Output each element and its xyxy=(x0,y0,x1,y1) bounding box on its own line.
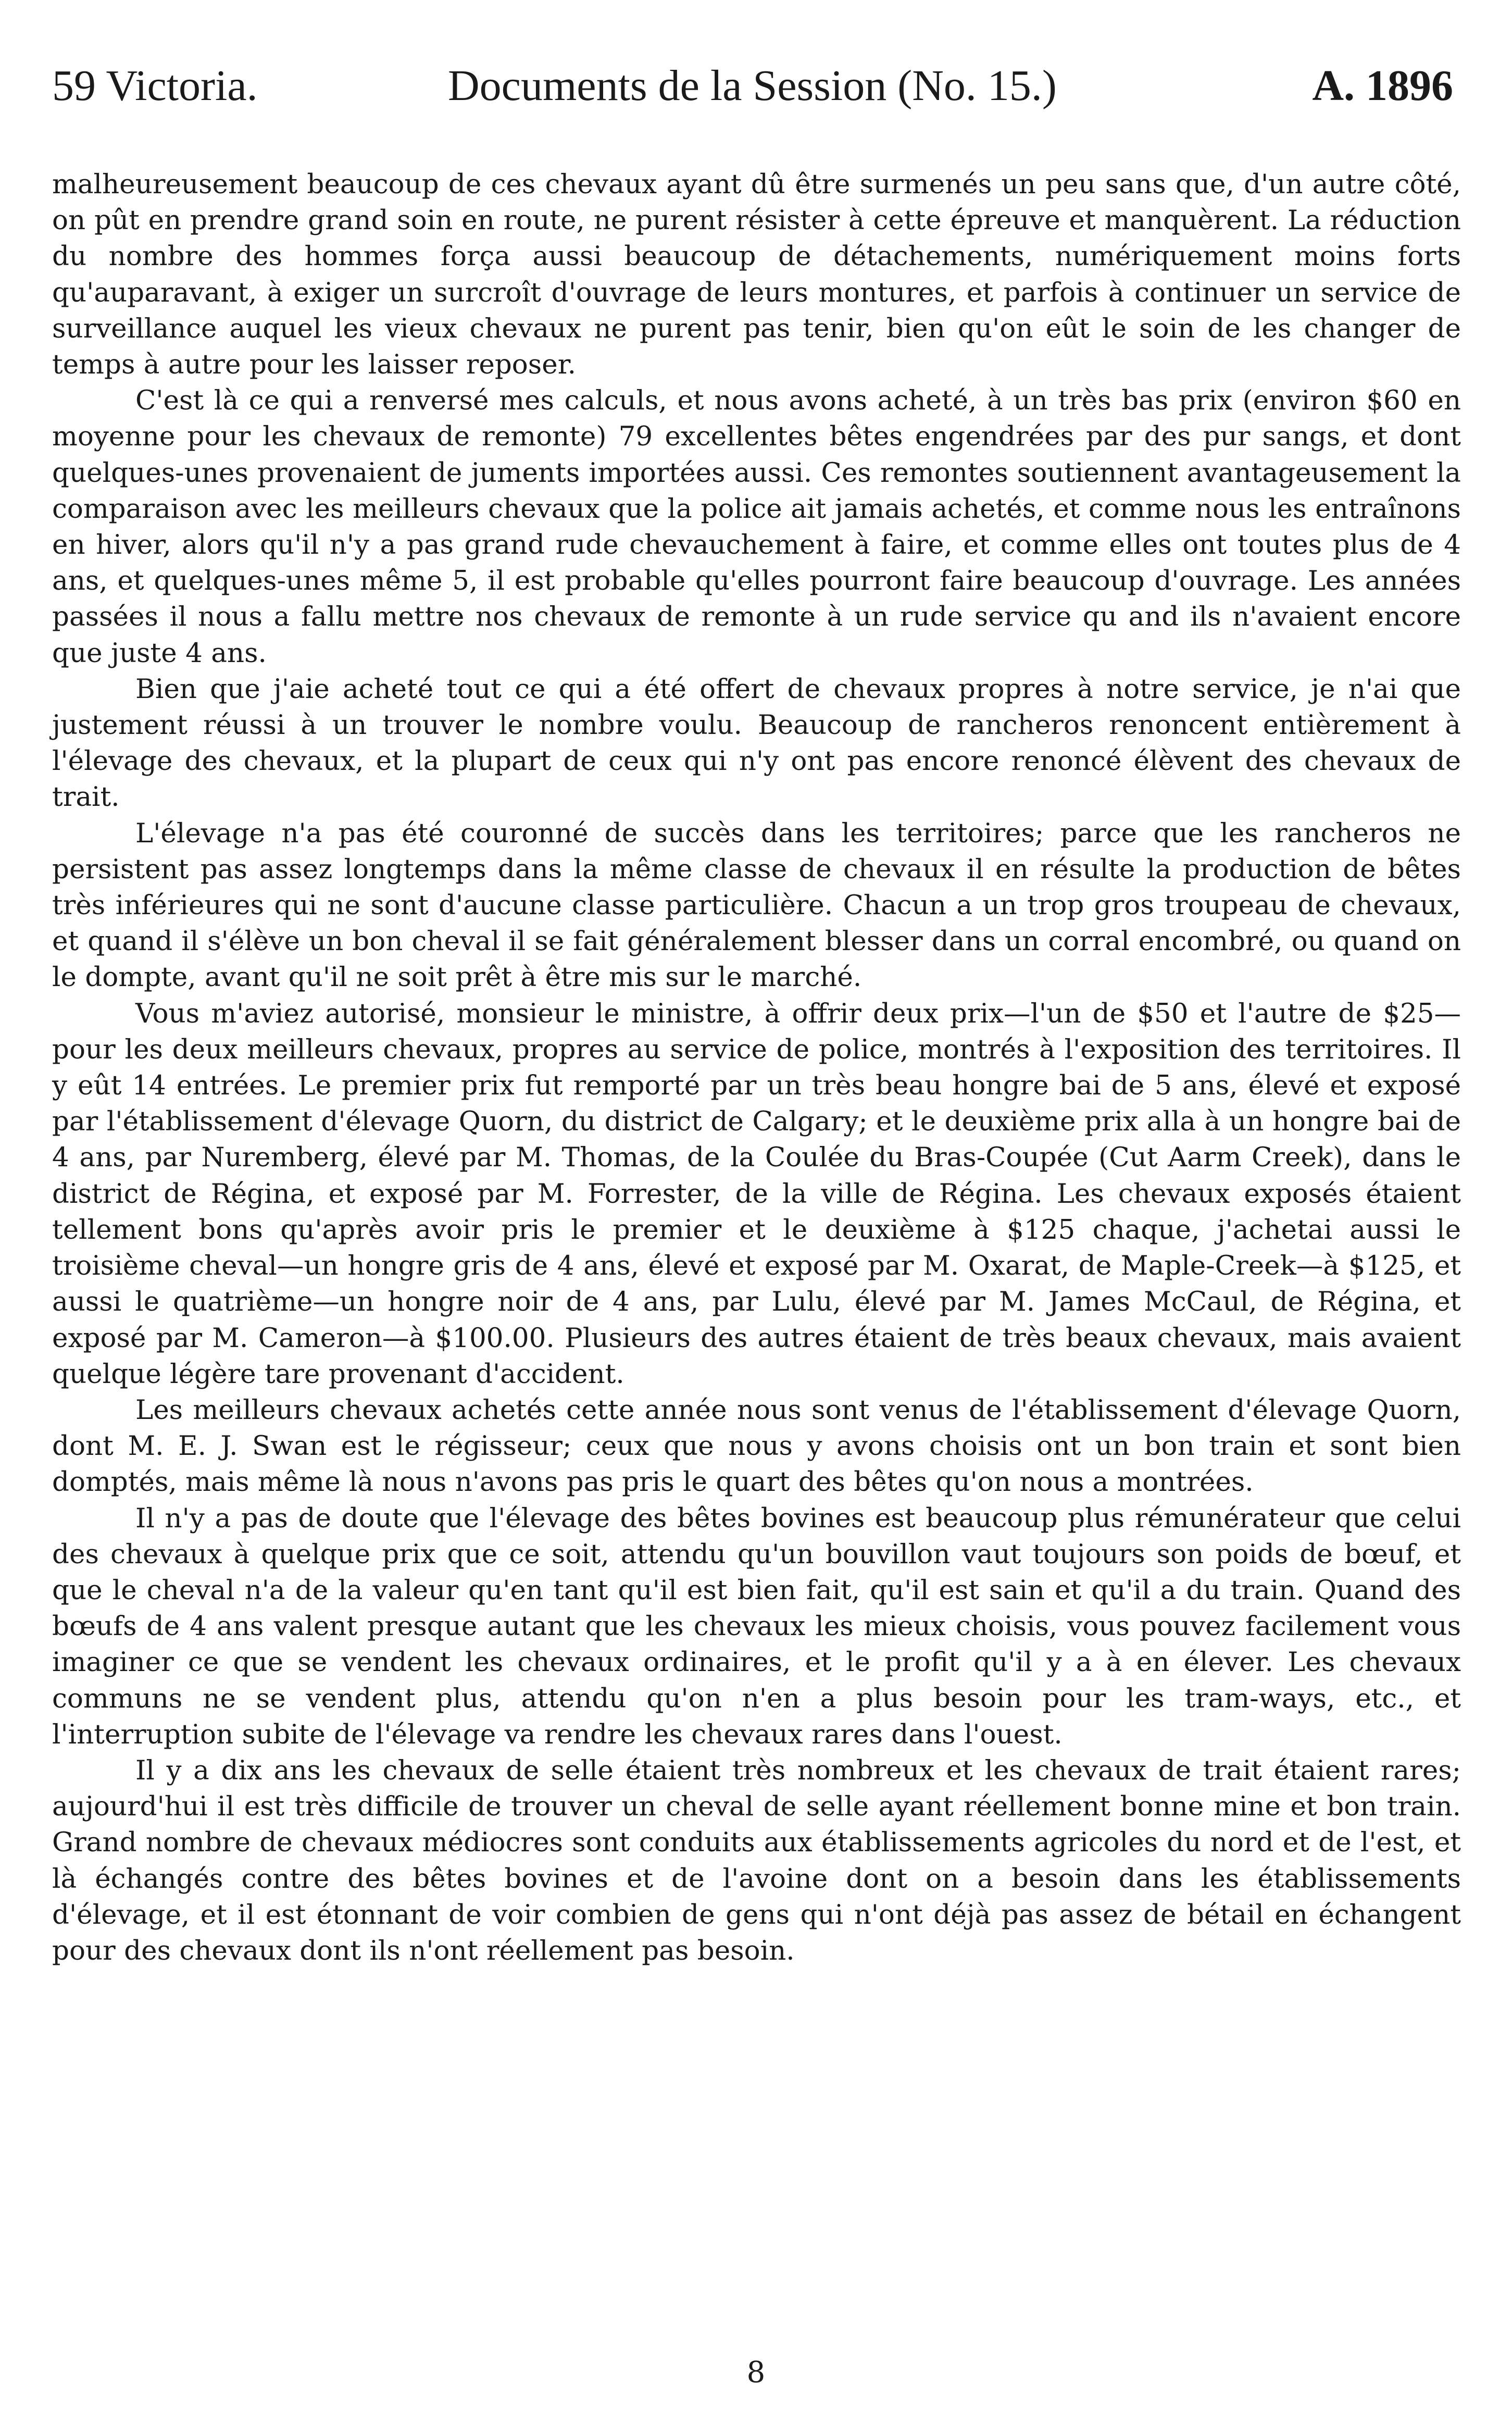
paragraph-quorn-ranch: Les meilleurs chevaux achetés cette année nous sont venus de l'établissement d'élevage Quorn, dont M. E. J. Swan est le régisseur; ceux que nous y avons choisis ont un bon train et sont bien domptés, mais même là nous n'avons pas pris le quart des bêtes qu'on nous a montrées. xyxy=(52,1394,1461,1498)
paragraph-horse-supply: Bien que j'aie acheté tout ce qui a été offert de chevaux propres à notre service, je n'ai que justement réussi à un trouver le nombre voulu. Beaucoup de rancheros renoncent entièrement à l'élevage des chevaux, et la plupart de ceux qui n'y ont pas encore renoncé élèvent des chevaux de trait. xyxy=(52,673,1461,813)
body-text xyxy=(52,167,1461,1969)
header-volume: 59 Victoria. xyxy=(52,61,258,110)
header-title: Documents de la Session (No. 15.) xyxy=(448,61,1057,110)
running-header xyxy=(52,52,1453,120)
page-number: 8 xyxy=(746,2356,766,2389)
header-year: A. 1896 xyxy=(1312,61,1453,110)
paragraph-saddle-horses: Il y a dix ans les chevaux de selle étaient très nombreux et les chevaux de trait étaient rares; aujourd'hui il est très difficile de trouver un cheval de selle ayant réellement bonne mine et bon train. Grand nombre de chevaux médiocres sont conduits aux établissements agricoles du nord et de l'est, et là échangés contre des bêtes bovines et de l'avoine dont on a besoin dans les établissements d'élevage, et il est étonnant de voir combien de gens qui n'ont déjà pas assez de bétail en échangent pour des chevaux dont ils n'ont réellement pas besoin. xyxy=(52,1754,1461,1966)
paragraph-cattle-vs-horses: Il n'y a pas de doute que l'élevage des bêtes bovines est beaucoup plus rémunérateur que celui des chevaux à quelque prix que ce soit, attendu qu'un bouvillon vaut toujours son poids de bœuf, et que le cheval n'a de la valeur qu'en tant qu'il est bien fait, qu'il est sain et qu'il a du train. Quand des bœufs de 4 ans valent presque autant que les chevaux les mieux choisis, vous pouvez facilement vous imaginer ce que se vendent les chevaux ordinaires, et le profit qu'il y a à en élever. Les chevaux communs ne se vendent plus, attendu qu'on n'en a plus besoin pour les tram-ways, etc., et l'interruption subite de l'élevage va rendre les chevaux rares dans l'ouest. xyxy=(52,1502,1461,1750)
paragraph-exhibition-prizes: Vous m'aviez autorisé, monsieur le ministre, à offrir deux prix—l'un de $50 et l'autre de $25—pour les deux meilleurs chevaux, propres au service de police, montrés à l'exposition des territoires. Il y eût 14 entrées. Le premier prix fut remporté par un très beau hongre bai de 5 ans, élevé et exposé par l'établissement d'élevage Quorn, du district de Calgary; et le deuxième prix alla à un hongre bai de 4 ans, par Nuremberg, élevé par M. Thomas, de la Coulée du Bras-Coupée (Cut Aarm Creek), dans le district de Régina, et exposé par M. Forrester, de la ville de Régina. Les chevaux exposés étaient tellement bons qu'après avoir pris le premier et le deuxième à $125 chaque, j'achetai aussi le troisième cheval—un hongre gris de 4 ans, élevé et exposé par M. Oxarat, de Maple-Creek—à $125, et aussi le quatrième—un hongre noir de 4 ans, par Lulu, élevé par M. James McCaul, de Régina, et exposé par M. Cameron—à $100.00. Plusieurs des autres étaient de très beaux chevaux, mais avaient quelque légère tare provenant d'accident. xyxy=(52,998,1461,1390)
paragraph-remount-purchase: C'est là ce qui a renversé mes calculs, et nous avons acheté, à un très bas prix (environ $60 en moyenne pour les chevaux de remonte) 79 excellentes bêtes engendrées par des pur sangs, et dont quelques-unes provenaient de juments importées aussi. Ces remontes soutiennent avantageusement la comparaison avec les meilleurs chevaux que la police ait jamais achetés, et comme nous les entraînons en hiver, alors qu'il n'y a pas grand rude chevauchement à faire, et comme elles ont toutes plus de 4 ans, et quelques-unes même 5, il est probable qu'elles pourront faire beaucoup d'ouvrage. Les années passées il nous a fallu mettre nos chevaux de remonte à un rude service qu and ils n'avaient encore que juste 4 ans. xyxy=(52,385,1461,669)
paragraph-breeding: L'élevage n'a pas été couronné de succès dans les territoires; parce que les rancheros ne persistent pas assez longtemps dans la même classe de chevaux il en résulte la production de bêtes très inférieures qui ne sont d'aucune classe particulière. Chacun a un trop gros troupeau de chevaux, et quand il s'élève un bon cheval il se fait généralement blesser dans un corral encombré, ou quand on le dompte, avant qu'il ne soit prêt à être mis sur le marché. xyxy=(52,817,1461,993)
paragraph-continuation: malheureusement beaucoup de ces chevaux ayant dû être surmenés un peu sans que, d'un autre côté, on pût en prendre grand soin en route, ne purent résister à cette épreuve et manquèrent. La réduction du nombre des hommes força aussi beaucoup de détachements, numériquement moins forts qu'auparavant, à exiger un surcroît d'ouvrage de leurs montures, et parfois à continuer un service de surveillance auquel les vieux chevaux ne purent pas tenir, bien qu'on eût le soin de les changer de temps à autre pour les laisser reposer. xyxy=(52,169,1461,381)
